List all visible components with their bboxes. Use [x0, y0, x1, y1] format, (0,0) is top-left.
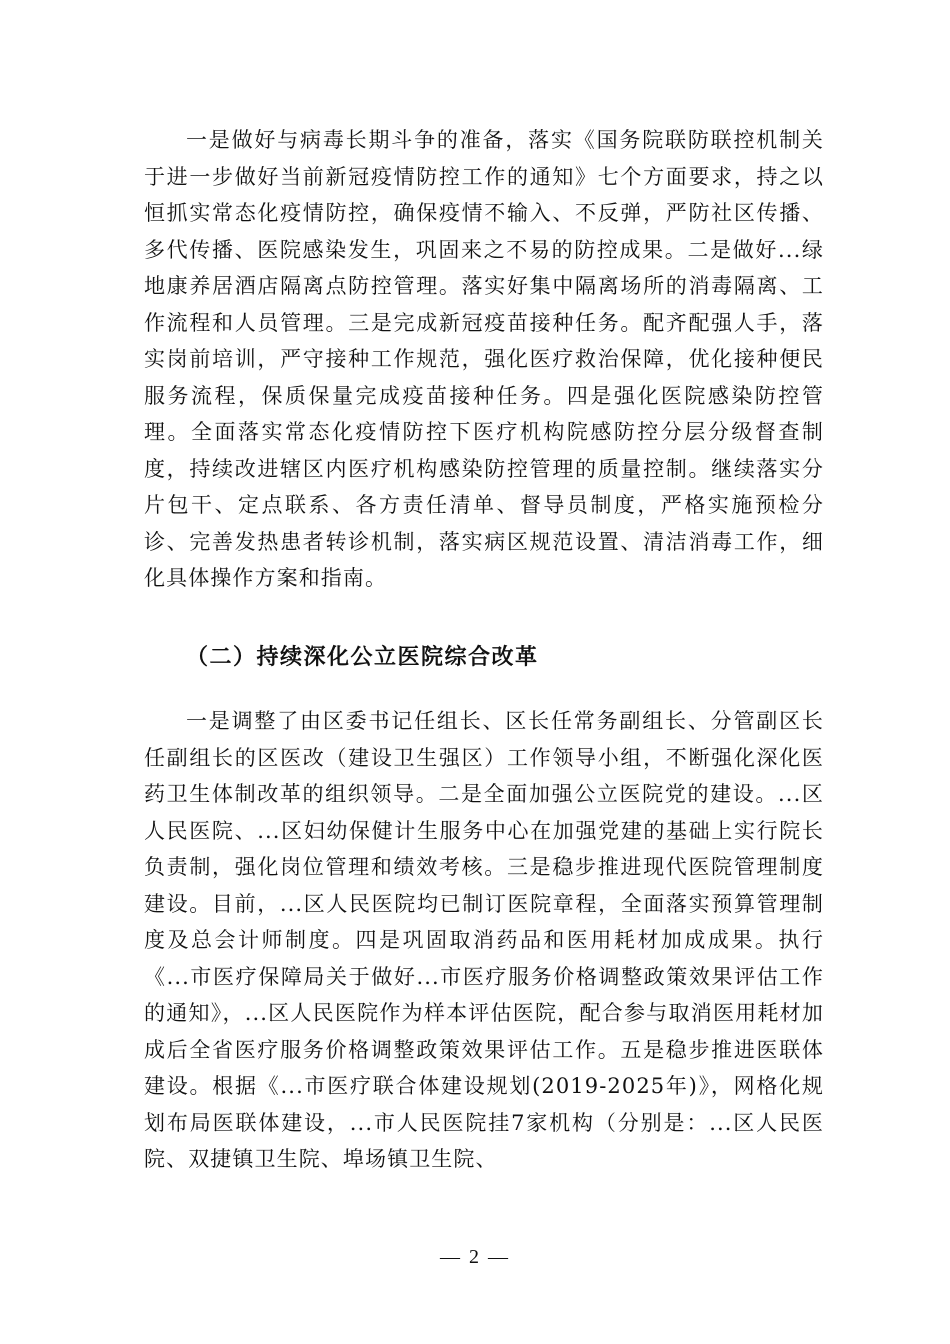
page-number: — 2 — — [440, 1246, 510, 1268]
body-paragraph-2: 一是调整了由区委书记任组长、区长任常务副组长、分管副区长任副组长的区医改（建设卫生强区）工作领导小组，不断强化深化医药卫生体制改革的组织领导。二是全面加强公立医院党的建设。...区人民医院、...区妇幼保健计生服务中心在加强党建的基础上实行院长负责制，强化岗位管理和绩效考核。三是稳步推进现代医院管理制度建设。目前，...区人民医院均已制订医院章程，全面落实预算管理制度及总会计师制度。四是巩固取消药品和医用耗材加成成果。执行《...市医疗保障局关于做好...市医疗服务价格调整政策效果评估工作的通知》，...区人民医院作为样本评估医院，配合参与取消医用耗材加成后全省医疗服务价格调整政策效果评估工作。五是稳步推进医联体建设。根据《...市医疗联合体建设规划(2019-2025年)》，网格化规划布局医联体建设，...市人民医院挂7家机构（分别是：...区人民医院、双捷镇卫生院、埠场镇卫生院、 — [144, 709, 824, 1171]
body-paragraph-1: 一是做好与病毒长期斗争的准备，落实《国务院联防联控机制关于进一步做好当前新冠疫情防控工作的通知》七个方面要求，持之以恒抓实常态化疫情防控，确保疫情不输入、不反弹，严防社区传播、多代传播、医院感染发生，巩固来之不易的防控成果。二是做好...绿地康养居酒店隔离点防控管理。落实好集中隔离场所的消毒隔离、工作流程和人员管理。三是完成新冠疫苗接种任务。配齐配强人手，落实岗前培训，严守接种工作规范，强化医疗救治保障，优化接种便民服务流程，保质保量完成疫苗接种任务。四是强化医院感染防控管理。全面落实常态化疫情防控下医疗机构院感防控分层分级督查制度，持续改进辖区内医疗机构感染防控管理的质量控制。继续落实分片包干、定点联系、各方责任清单、督导员制度，严格实施预检分诊、完善发热患者转诊机制，落实病区规范设置、清洁消毒工作，细化具体操作方案和指南。 — [144, 128, 824, 590]
section-heading: （二）持续深化公立医院综合改革 — [186, 645, 539, 670]
